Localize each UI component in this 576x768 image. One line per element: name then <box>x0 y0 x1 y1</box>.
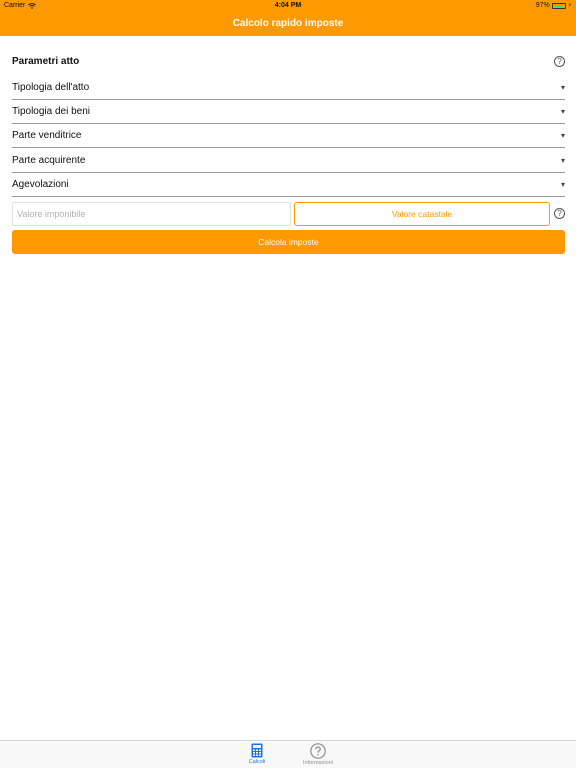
dropdown-tipologia-atto[interactable] <box>12 76 565 100</box>
chevron-down-icon: ▾ <box>560 83 565 92</box>
tab-calcoli[interactable] <box>227 743 287 765</box>
valore-imponibile-input[interactable] <box>13 203 290 225</box>
charging-icon: ⚡ <box>567 3 572 9</box>
chevron-down-icon: ▾ <box>560 131 565 140</box>
help-icon[interactable]: ? <box>554 56 565 67</box>
navigation-bar <box>0 0 576 36</box>
dropdown-tipologia-beni[interactable] <box>12 100 565 124</box>
help-icon[interactable]: ? <box>554 208 565 219</box>
dropdown-label: Parte venditrice <box>12 130 82 141</box>
dropdown-label: Tipologia dell'atto <box>12 82 90 93</box>
status-bar <box>0 0 576 12</box>
battery-icon <box>552 3 566 9</box>
tab-label: Calcoli <box>248 759 266 765</box>
tab-label: Informazioni <box>303 760 333 766</box>
carrier-label: Carrier <box>4 2 26 9</box>
chevron-down-icon: ▾ <box>560 180 565 189</box>
chevron-down-icon: ▾ <box>560 107 565 116</box>
tab-informazioni[interactable] <box>288 743 348 766</box>
calculator-icon <box>251 743 263 758</box>
tab-bar <box>0 740 576 768</box>
chevron-down-icon: ▾ <box>560 156 565 165</box>
valore-imponibile-field[interactable] <box>12 202 291 226</box>
dropdown-parte-venditrice[interactable] <box>12 124 565 148</box>
dropdown-label: Tipologia dei beni <box>12 106 91 117</box>
section-title: Parametri atto <box>12 56 80 67</box>
status-time: 4:04 PM <box>274 2 302 9</box>
page-title: Calcolo rapido imposte <box>232 18 344 29</box>
question-circle-icon <box>310 743 326 759</box>
battery-percentage: 97% <box>535 2 550 9</box>
battery-indicator <box>536 2 572 9</box>
dropdown-agevolazioni[interactable] <box>12 173 565 197</box>
dropdown-label: Agevolazioni <box>12 179 69 190</box>
battery-level-fill <box>554 5 564 7</box>
dropdown-label: Parte acquirente <box>12 155 86 166</box>
calcola-imposte-button[interactable]: Calcola imposte <box>12 230 565 254</box>
valore-catastale-button[interactable]: Valore catastale <box>294 202 550 226</box>
dropdown-parte-acquirente[interactable] <box>12 149 565 173</box>
